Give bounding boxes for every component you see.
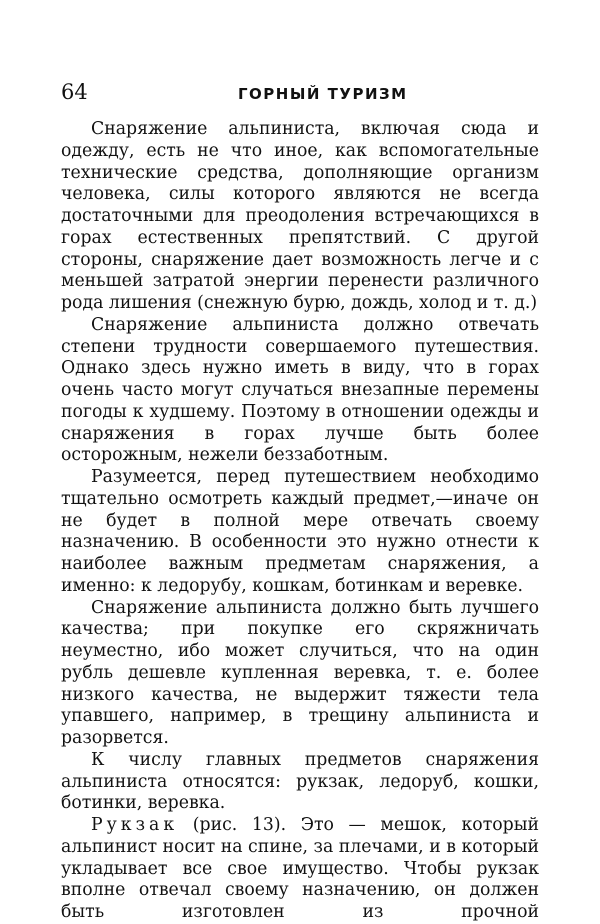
paragraph-3: Разумеется, перед путешествием необходимо тщательно осмотреть каждый предмет,—иначе он не будет в полной мере отвечать своему назначению. В особенности это нужно отнести к наиболее важным предметам снаряжения, а именно: к ледорубу, кошкам, ботинкам и веревке. [61,467,539,596]
term-ruksak: Рукзак [91,815,179,835]
body-text [61,119,539,924]
paragraph-2: Снаряжение альпиниста должно отвечать степени трудности совершаемого путешествия. Однако здесь нужно иметь в виду, что в горах очень часто могут случаться внезапные перемены погоды к худшему. Поэтому в отношении одежды и снаряжения в горах лучше быть более осторожным, нежели беззаботным. [61,314,539,466]
paragraph-4: Снаряжение альпиниста должно быть лучшего качества; при покупке его скряжничать неуместно, ибо может случиться, что на один рубль дешевле купленная веревка, т. е. более низкого качества, не выдержит тяжести тела упавшего, например, в трещину альпиниста и разорвется. [61,597,539,748]
paragraph-6-text: (рис. 13). Это — мешок, который альпинист носит на спине, за плечами, и в который укладывает все свое имущество. Чтобы рукзак вполне отвечал своему назначению, он должен быть изготовлен из прочной [61,815,539,922]
paragraph-6 [61,815,539,924]
running-head: ГОРНЫЙ ТУРИЗМ [238,85,408,103]
paragraph-5: К числу главных предметов снаряжения альпиниста относятся: рукзак, ледоруб, кошки, ботинки, веревка. [61,749,539,814]
paragraph-1: Снаряжение альпиниста, включая сюда и одежду, есть не что иное, как вспомогательные технические средства, дополняющие организм человека, силы которого являются не всегда достаточными для преодоления встречающихся в горах естественных препятствий. С другой стороны, снаряжение дает возможность легче и с меньшей затратой энергии перенести различного рода лишения (снежную бурю, дождь, холод и т. д.) [61,119,539,313]
page-number: 64 [61,80,88,104]
